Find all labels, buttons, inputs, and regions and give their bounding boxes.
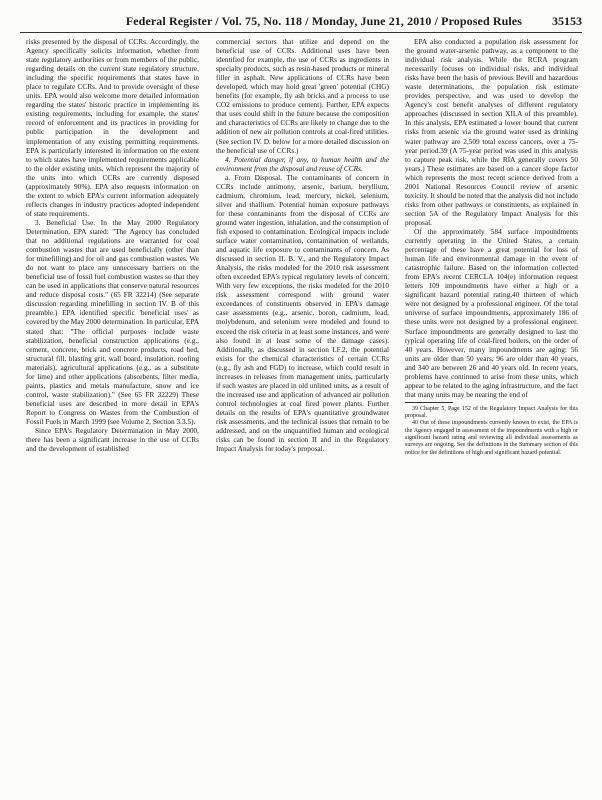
text-column-1 [26, 37, 199, 790]
paragraph: Since EPA's Regulatory Determination in May 2000, there has been a significant increase in the use of CCRs and the development of established [26, 426, 199, 454]
footnote-rule [405, 402, 453, 403]
paragraph: 3. Beneficial Use. In the May 2000 Regulatory Determination, EPA stated: "The Agency has concluded that no additional regulations are warranted for coal combustion wastes that are used beneficially (other than for minefilling) and for oil and gas combustion wastes. We do not want to place any unnecessary barriers on the beneficial use of fossil fuel combustion wastes so that they can be used in applications that conserve natural resources and reduce disposal costs." (65 FR 32214) (See separate discussion regarding minefilling in section IV. B of this preamble.) EPA identified specific 'beneficial uses' as covered by the May 2000 determination. In particular, EPA stated that: "The official purposes include waste stabilization, beneficial construction applications (e.g., cement, concrete, brick and concrete products, road bed, structural fill, blasting grit, wall board, insulation, roofing materials), agricultural applications (e.g., as a substitute for lime) and other applications (absorbents, filter media, paints, plastics and metals manufacture, snow and ice control, waste stabilization)." (See 65 FR 32229) These beneficial uses are described in more detail in EPA's Report to Congress on Wastes from the Combustion of Fossil Fuels in March 1999 (see Volume 2, Section 3.3.5). [26, 217, 199, 426]
paragraph: Of the approximately 584 surface impoundments currently operating in the United States, a certain percentage of these have a great potential for loss of human life and environmental damage in the event of catastrophic failure. Based on the information collected from EPA's recent CERCLA 104(e) information request letters 109 impoundments have either a high or a significant hazard potential rating,40 thirteen of which were not designed by a professional engineer. Of the total universe of surface impoundments, approximately 186 of these units were not designed by a professional engineer. Surface impoundments are generally designed to last the typical operating life of coal-fired boilers, on the order of 40 years. However, many impoundments are aging: 56 units are older than 50 years, 96 are older than 40 years, and 340 are between 26 and 40 years old. In recent years, problems have continued to arise from these units, which appear to be related to the aging infrastructure, and the fact that many units may be nearing the end of [405, 226, 578, 399]
text-column-2 [216, 37, 389, 790]
section-heading: 4. Potential danger, if any, to human health and the environment from the disposal and reuse of CCRs. [216, 154, 389, 173]
page-header [20, 12, 582, 34]
paragraph: commercial sectors that utilize and depend on the beneficial use of CCRs. Additional uses have been identified for example, the use of CCRs as ingredients in specialty products, such as resin-based products or mineral filler in asphalt. New applications of CCRs have been developed, which may hold great 'green' potential (CHG) benefits (for example, fly ash bricks and a process to use CO2 emissions to produce cement). Further, EPA expects that uses could shift in the future because the composition and characteristics of CCRs are likely to change due to the addition of new air pollution controls at coal-fired utilities. (See section IV. D. below for a more detailed discussion on the beneficial use of CCRs.) [216, 37, 389, 155]
paragraph: EPA also conducted a population risk assessment for the ground water-arsenic pathway, as a component to the individual risk analysis. While the RCRA program necessarily focuses on individual risks, and individual risks have been the basis of previous Bevill and hazardous waste determinations, the population risk estimate provides perspective, and was used to develop the Agency's cost benefit analyses of different regulatory approaches (discussed in section XII.A of this preamble). In this analysis, EPA estimated a lower bound that current risks from arsenic via the ground water used as drinking water pathway are 2,509 total excess cancers, over a 75-year period.39 (A 75-year period was used in this analysis to capture peak risk, while the RIA generally covers 50 years.) These estimates are based on a cancer slope factor which represents the most recent science derived from a 2001 National Resources Council review of arsenic toxicity. It should be noted that the analysis did not include risks from other pathways or constituents, as explained in section 5A of the Regulatory Impact Analysis for this proposal. [405, 37, 578, 227]
footnote: 39 Chapter 5, Page 152 of the Regulatory Impact Analysis for this proposal. [405, 405, 578, 420]
text-column-3 [405, 37, 578, 790]
footnote: 40 Out of these impoundments currently known to exist, the EPA is the Agency engaged in assessment of the impoundments with a high or significant hazard rating and reviewing all individual assessments as surveys are ongoing. See the definitions in the Summary section of this notice for the definitions of high and significant hazard potential. [405, 420, 578, 456]
page-number: 35153 [552, 14, 582, 28]
paragraph: risks presented by the disposal of CCRs. Accordingly, the Agency specifically solicits information, whether from state regulatory authorities or from members of the public, regarding details on the current state regulatory structure, including the specific requirements that states have in place to regulate CCRs. And to provide oversight of these units. EPA would also welcome more detailed information regarding the states' historic practice in implementing its existing requirements, including for example, the states' record of enforcement and its practices in providing for public participation in the development and implementation of any existing permitting requirements. EPA is particularly interested in information on the extent to which states have implemented requirements applicable to the older existing units, which represent the majority of the units into which CCRs are currently disposed (approximately 90%). EPA also requests information on the extent to which EPA's current information adequately reflects changes in industry practices adopted independent of state requirements. [26, 37, 199, 218]
header-rule [20, 32, 582, 33]
running-title: Federal Register / Vol. 75, No. 118 / Monday, June 21, 2010 / Proposed Rules [125, 14, 522, 28]
paragraph: a. From Disposal. The contaminants of concern in CCRs include antimony, arsenic, barium, beryllium, cadmium, chromium, lead, mercury, nickel, selenium, silver and thallium. Potential human exposure pathways for these contaminants from the disposal of CCRs are ground water ingestion, inhalation, and the consumption of fish exposed to contamination. Ecological impacts include surface water contamination, contamination of wetlands, and aquatic life exposure to contaminants of concern. As discussed in section II. B. V., and the Regulatory Impact Analysis, the risks modeled for the 2010 risk assessment often exceeded EPA's typical regulatory levels of concern. With very few exceptions, the risks modeled for the 2010 risk assessment correspond with ground water exceedances of constituents observed in EPA's damage case assessments (e.g., arsenic, boron, cadmium, lead, molybdenum, and selenium were modeled and found to exceed the risk criteria in at least some instances, and were also found in at least some of the damage cases). Additionally, as discussed in section I.F.2, the potential exists for the chemical characteristics of certain CCRs (e.g., fly ash and FGD) to increase, which could result in increases in releases from management units, particularly if such wastes are placed in old unlined units, as a result of the increased use and application of advanced air pollution control technologies at coal fired power plants. Further details on the results of EPA's quantitative groundwater risk assessments, and the technical issues that remain to be addressed, and on the unquantified human and ecological risks can be found in section II and in the Regulatory Impact Analysis for today's proposal. [216, 172, 389, 454]
